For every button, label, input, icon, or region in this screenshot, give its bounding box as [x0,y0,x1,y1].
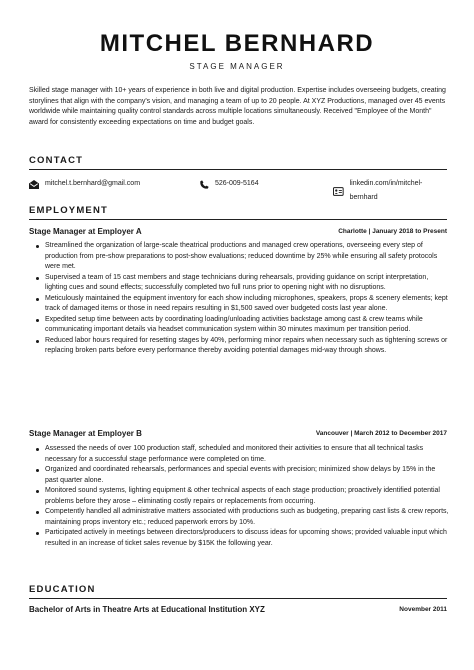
list-item: Supervised a team of 15 cast members and stage technicians during rehearsals, providing guidance on script interpretation, lighting cues and sound effects; successfully completed two full runs prior to opening night with no disruptions. [45,273,449,294]
list-item: Assessed the needs of over 100 production staff, scheduled and monitored their activities to ensure that all technical tasks necessary for a successful stage performance were completed on time. [45,444,449,465]
employment-heading: EMPLOYMENT [29,205,447,220]
candidate-title: STAGE MANAGER [189,62,285,71]
job-header [29,226,447,238]
list-item: Meticulously maintained the equipment inventory for each show including microphones, speakers, props & scenery elements; kept track of damaged items or those in need repairs resulting in $1,500 saved over budgeted costs last year alone. [45,294,449,315]
job-location: Vancouver [315,430,349,437]
linkedin-text: linkedin.com/in/mitchel-bernhard [349,180,423,201]
degree-title: Bachelor of Arts in Theatre Arts at Educational Institution XYZ [29,605,265,614]
list-item: Streamlined the organization of large-scale theatrical productions and managed crew operations, overseeing every step of production from pre-show preparations to post-show evaluations; reduced downtime by 25% while ensuring all safety protocols were met. [45,241,449,273]
job-meta: Vancouver | March 2012 to December 2017 [315,430,447,437]
job-title: Stage Manager at Employer B [29,429,142,438]
contact-linkedin[interactable] [333,177,447,205]
list-item: Reduced labor hours required for resetting stages by 40%, performing minor repairs when necessary such as tightening screws or replacing broken parts before every performance thereby avoiding potential damages mid-way through shows. [45,336,449,357]
job-bullets [29,241,449,357]
job-dates: January 2018 to Present [372,228,447,235]
list-item: Participated actively in meetings between directors/producers to discuss ideas for upcoming shows; provided valuable input which resulted in an increase of ticket sales revenue by $15K the following year. [45,528,449,549]
contact-email[interactable] [29,177,140,191]
education-heading: EDUCATION [29,584,447,599]
list-item: Monitored sound systems, lighting equipment & other technical aspects of each stage production; proactively identified potential problems before they arose – eliminating costly repairs or replacements from occurring. [45,486,449,507]
job-location: Charlotte [338,228,367,235]
email-text: mitchel.t.bernhard@gmail.com [45,180,141,187]
education-entry [29,604,447,616]
resume-header [0,0,474,72]
job-bullets [29,444,449,549]
job-title: Stage Manager at Employer A [29,227,142,236]
envelope-icon [29,180,39,189]
contact-row [29,177,447,201]
job-meta: Charlotte | January 2018 to Present [338,228,447,235]
contact-heading: CONTACT [29,155,447,170]
phone-text: 526-009-5164 [215,180,259,187]
contact-phone[interactable] [200,177,259,191]
candidate-name: MITCHEL BERNHARD [99,30,375,57]
summary-paragraph: Skilled stage manager with 10+ years of experience in both live and digital production. Expertise includes overseeing budgets, creating storylines that align with the company's vision, and managing a team of up to 20 people. At XYZ Productions, managed over 45 events worldwide while maintaining quality control standards across multiple locations simultaneously. Received "Employee of the Month" award for consistently exceeding expectations on time and budget goals. [29,87,446,126]
phone-icon [200,180,209,189]
degree-date: November 2011 [399,606,447,613]
list-item: Expedited setup time between acts by coordinating loading/unloading activities backstage among cast & crew teams while communicating important details via headset communication system within 30 minutes maximum per transition period. [45,315,449,336]
job-header [29,428,447,440]
id-card-icon [333,187,344,196]
job-dates: March 2012 to December 2017 [354,430,447,437]
list-item: Competently handled all administrative matters associated with productions such as budgeting, preparing cast lists & crew reports, maintaining props inventory etc.; reduced paperwork errors by 10%. [45,507,449,528]
list-item: Organized and coordinated rehearsals, performances and special events with precision; minimized show delays by 15% in the past quarter alone. [45,465,449,486]
